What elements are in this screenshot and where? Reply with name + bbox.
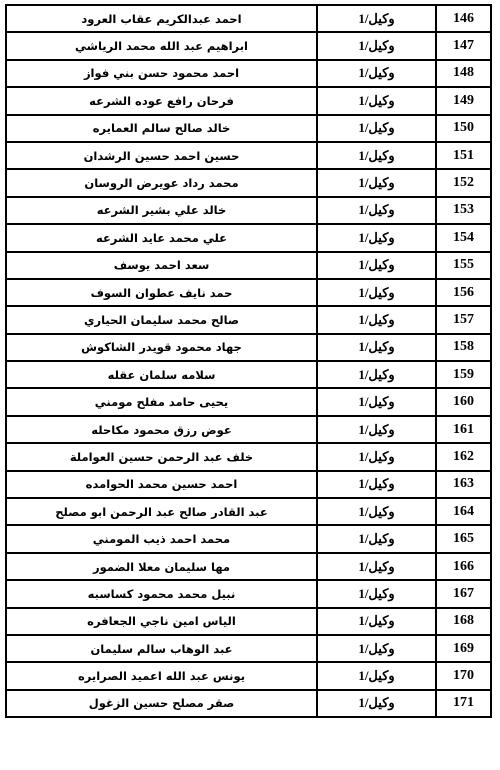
rank-cell-text: وكيل/1	[358, 10, 395, 26]
rank-cell	[317, 279, 436, 306]
row-number-cell-text: 169	[453, 640, 474, 656]
table-row	[6, 197, 491, 224]
table-row	[6, 635, 491, 662]
rank-cell	[317, 197, 436, 224]
row-number-cell-text: 152	[453, 175, 474, 191]
name-cell-text: جهاد محمود قويدر الشاكوش	[81, 340, 242, 355]
row-number-cell-text: 164	[453, 503, 474, 519]
table-row	[6, 87, 491, 114]
row-number-cell	[436, 306, 491, 333]
table-row	[6, 388, 491, 415]
row-number-cell-text: 150	[453, 120, 474, 136]
name-cell-text: سعد احمد يوسف	[113, 258, 210, 273]
row-number-cell-text: 161	[453, 421, 474, 437]
table-row	[6, 142, 491, 169]
rank-cell-text: وكيل/1	[358, 175, 395, 191]
row-number-cell	[436, 388, 491, 415]
name-cell-text: خلف عبد الرحمن حسين العواملة	[69, 449, 254, 464]
row-number-cell	[436, 662, 491, 689]
row-number-cell-text: 155	[453, 257, 474, 273]
name-cell	[6, 334, 317, 361]
row-number-cell	[436, 169, 491, 196]
table-row	[6, 5, 491, 32]
name-cell	[6, 142, 317, 169]
row-number-cell-text: 166	[453, 558, 474, 574]
name-cell-text: حسين احمد حسين الرشدان	[83, 148, 240, 163]
row-number-cell	[436, 361, 491, 388]
name-cell-text: صقر مصلح حسين الزغول	[88, 696, 235, 711]
table-row	[6, 279, 491, 306]
name-cell	[6, 525, 317, 552]
row-number-cell	[436, 416, 491, 443]
rank-cell	[317, 334, 436, 361]
row-number-cell-text: 165	[453, 531, 474, 547]
row-number-cell-text: 158	[453, 339, 474, 355]
rank-cell-text: وكيل/1	[358, 503, 395, 519]
name-cell	[6, 87, 317, 114]
rank-cell-text: وكيل/1	[358, 65, 395, 81]
name-cell-text: صالح محمد سليمان الحياري	[83, 312, 240, 327]
name-cell-text: عوض رزق محمود مكاحله	[91, 422, 232, 437]
row-number-cell	[436, 197, 491, 224]
name-cell-text: يونس عبد الله اعميد الصرايره	[77, 669, 246, 684]
table-row	[6, 662, 491, 689]
rank-cell	[317, 142, 436, 169]
name-cell	[6, 169, 317, 196]
rank-cell	[317, 471, 436, 498]
row-number-cell-text: 154	[453, 229, 474, 245]
rank-cell	[317, 60, 436, 87]
name-cell-text: محمد احمد ذيب المومني	[92, 532, 231, 547]
row-number-cell	[436, 224, 491, 251]
row-number-cell	[436, 32, 491, 59]
name-cell	[6, 306, 317, 333]
row-number-cell-text: 146	[453, 10, 474, 26]
personnel-table	[5, 4, 492, 718]
name-cell	[6, 361, 317, 388]
row-number-cell	[436, 279, 491, 306]
name-cell-text: سلامه سلمان عقله	[107, 367, 216, 382]
rank-cell-text: وكيل/1	[358, 531, 395, 547]
name-cell	[6, 252, 317, 279]
name-cell-text: نبيل محمد محمود كساسبه	[87, 586, 236, 601]
name-cell-text: ابراهيم عبد الله محمد الرياشي	[75, 39, 248, 54]
rank-cell-text: وكيل/1	[358, 394, 395, 410]
name-cell-text: خالد صالح سالم العمايره	[92, 121, 231, 136]
table-row	[6, 443, 491, 470]
row-number-cell	[436, 142, 491, 169]
name-cell-text: محمد رداد عويرض الروسان	[84, 176, 239, 191]
rank-cell	[317, 252, 436, 279]
table-row	[6, 361, 491, 388]
name-cell	[6, 662, 317, 689]
row-number-cell-text: 160	[453, 394, 474, 410]
rank-cell	[317, 224, 436, 251]
table-row	[6, 306, 491, 333]
rank-cell	[317, 662, 436, 689]
rank-cell-text: وكيل/1	[358, 120, 395, 136]
row-number-cell-text: 151	[453, 147, 474, 163]
row-number-cell-text: 167	[453, 585, 474, 601]
row-number-cell	[436, 443, 491, 470]
name-cell-text: خالد علي بشير الشرعه	[96, 203, 227, 218]
name-cell	[6, 60, 317, 87]
rank-cell	[317, 580, 436, 607]
name-cell-text: علي محمد عايد الشرعه	[95, 230, 228, 245]
row-number-cell-text: 168	[453, 613, 474, 629]
table-row	[6, 416, 491, 443]
rank-cell-text: وكيل/1	[358, 257, 395, 273]
rank-cell	[317, 443, 436, 470]
row-number-cell-text: 153	[453, 202, 474, 218]
rank-cell	[317, 498, 436, 525]
row-number-cell-text: 162	[453, 448, 474, 464]
rank-cell-text: وكيل/1	[358, 668, 395, 684]
name-cell	[6, 115, 317, 142]
rank-cell-text: وكيل/1	[358, 366, 395, 382]
rank-cell	[317, 5, 436, 32]
name-cell	[6, 224, 317, 251]
row-number-cell	[436, 60, 491, 87]
table-row	[6, 32, 491, 59]
row-number-cell	[436, 608, 491, 635]
table-row	[6, 115, 491, 142]
rank-cell	[317, 361, 436, 388]
rank-cell-text: وكيل/1	[358, 421, 395, 437]
table-row	[6, 471, 491, 498]
name-cell	[6, 279, 317, 306]
name-cell-text: احمد عبدالكريم عقاب العرود	[81, 11, 242, 26]
name-cell	[6, 553, 317, 580]
table-row	[6, 690, 491, 717]
table-row	[6, 169, 491, 196]
row-number-cell-text: 170	[453, 668, 474, 684]
table-row	[6, 553, 491, 580]
rank-cell-text: وكيل/1	[358, 311, 395, 327]
table-row	[6, 608, 491, 635]
rank-cell	[317, 169, 436, 196]
name-cell	[6, 5, 317, 32]
rank-cell-text: وكيل/1	[358, 92, 395, 108]
row-number-cell	[436, 498, 491, 525]
rank-cell-text: وكيل/1	[358, 613, 395, 629]
rank-cell	[317, 32, 436, 59]
name-cell-text: الياس امين ناجي الجعافره	[87, 614, 236, 629]
rank-cell	[317, 525, 436, 552]
table-row	[6, 252, 491, 279]
rank-cell	[317, 690, 436, 717]
rank-cell-text: وكيل/1	[358, 695, 395, 711]
row-number-cell-text: 163	[453, 476, 474, 492]
row-number-cell-text: 149	[453, 92, 474, 108]
rank-cell-text: وكيل/1	[358, 585, 395, 601]
personnel-list-sheet	[5, 4, 492, 718]
personnel-table-body	[6, 5, 491, 717]
rank-cell-text: وكيل/1	[358, 640, 395, 656]
row-number-cell	[436, 115, 491, 142]
rank-cell-text: وكيل/1	[358, 202, 395, 218]
name-cell	[6, 416, 317, 443]
name-cell	[6, 471, 317, 498]
rank-cell	[317, 388, 436, 415]
name-cell-text: احمد حسين محمد الحوامده	[85, 477, 238, 492]
rank-cell-text: وكيل/1	[358, 476, 395, 492]
table-row	[6, 334, 491, 361]
name-cell-text: فرحان رافع عوده الشرعه	[89, 93, 234, 108]
rank-cell	[317, 416, 436, 443]
row-number-cell	[436, 252, 491, 279]
name-cell-text: يحيى حامد مفلح مومني	[94, 395, 229, 410]
name-cell	[6, 690, 317, 717]
row-number-cell	[436, 525, 491, 552]
rank-cell-text: وكيل/1	[358, 558, 395, 574]
rank-cell-text: وكيل/1	[358, 38, 395, 54]
row-number-cell	[436, 334, 491, 361]
row-number-cell-text: 159	[453, 366, 474, 382]
rank-cell-text: وكيل/1	[358, 284, 395, 300]
rank-cell	[317, 553, 436, 580]
row-number-cell-text: 148	[453, 65, 474, 81]
row-number-cell	[436, 471, 491, 498]
row-number-cell-text: 157	[453, 311, 474, 327]
name-cell	[6, 32, 317, 59]
rank-cell-text: وكيل/1	[358, 147, 395, 163]
rank-cell	[317, 87, 436, 114]
row-number-cell-text: 156	[453, 284, 474, 300]
name-cell	[6, 498, 317, 525]
row-number-cell	[436, 690, 491, 717]
table-row	[6, 224, 491, 251]
rank-cell	[317, 306, 436, 333]
name-cell-text: حمد نايف عطوان السوف	[90, 285, 233, 300]
rank-cell-text: وكيل/1	[358, 229, 395, 245]
table-row	[6, 498, 491, 525]
name-cell	[6, 635, 317, 662]
row-number-cell	[436, 87, 491, 114]
table-row	[6, 525, 491, 552]
row-number-cell	[436, 5, 491, 32]
name-cell	[6, 608, 317, 635]
name-cell	[6, 443, 317, 470]
name-cell	[6, 388, 317, 415]
row-number-cell	[436, 635, 491, 662]
rank-cell	[317, 115, 436, 142]
name-cell-text: عبد الوهاب سالم سليمان	[90, 641, 233, 656]
table-row	[6, 60, 491, 87]
name-cell-text: مها سليمان معلا الضمور	[92, 559, 231, 574]
row-number-cell-text: 147	[453, 38, 474, 54]
row-number-cell	[436, 553, 491, 580]
name-cell	[6, 197, 317, 224]
name-cell-text: عبد القادر صالح عبد الرحمن ابو مصلح	[55, 504, 268, 519]
rank-cell-text: وكيل/1	[358, 448, 395, 464]
rank-cell	[317, 608, 436, 635]
row-number-cell	[436, 580, 491, 607]
table-row	[6, 580, 491, 607]
row-number-cell-text: 171	[453, 695, 474, 711]
rank-cell	[317, 635, 436, 662]
rank-cell-text: وكيل/1	[358, 339, 395, 355]
name-cell-text: احمد محمود حسن بني فواز	[83, 66, 240, 81]
name-cell	[6, 580, 317, 607]
